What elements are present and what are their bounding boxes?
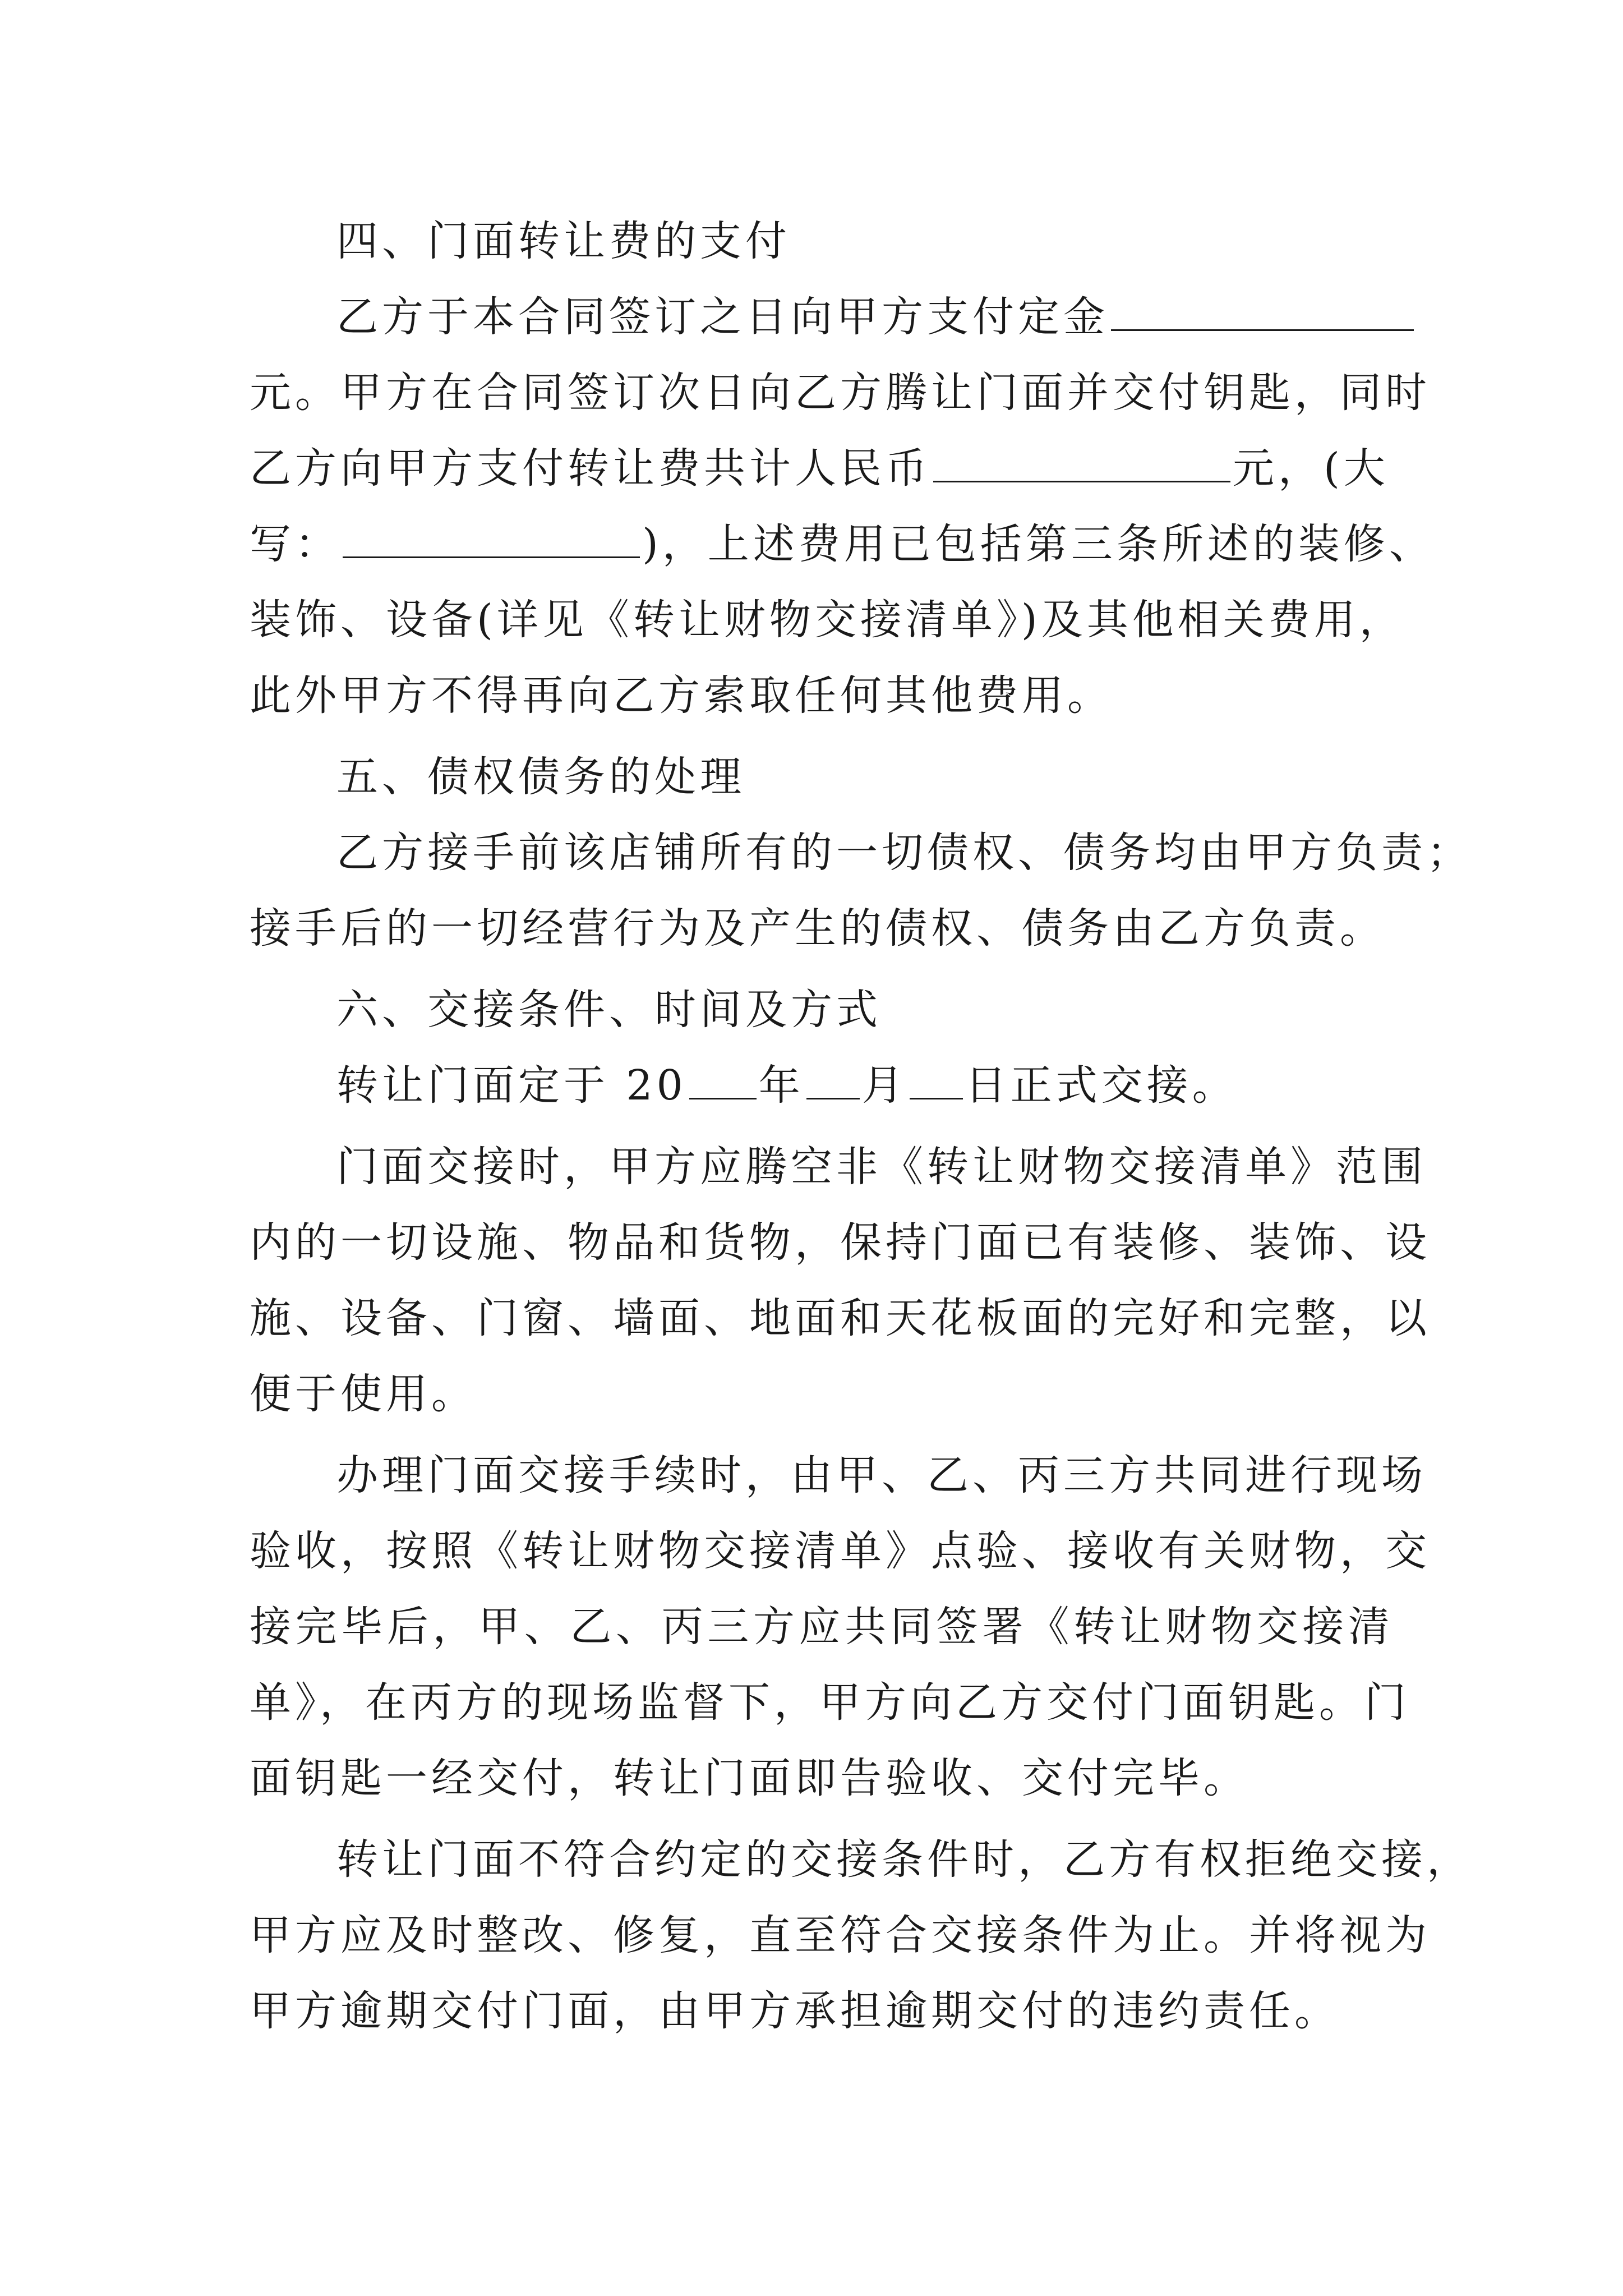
text-line: 装饰、设备(详见《转让财物交接清单》)及其他相关费用， (250, 596, 1405, 644)
text-line: 接手后的一切经营行为及产生的债权、债务由乙方负责。 (250, 904, 1385, 953)
section-heading-handover: 六、交接条件、时间及方式 (336, 986, 882, 1034)
text-line: 施、设备、门窗、墙面、地面和天花板面的完好和完整，以 (250, 1294, 1431, 1342)
text-segment: 写： (250, 520, 340, 568)
text-line: 接完毕后，甲、乙、丙三方应共同签署《转让财物交接清 (250, 1603, 1394, 1651)
text-segment: 元，(大 (1233, 444, 1389, 493)
day-blank (910, 1061, 963, 1099)
text-segment: )，上述费用已包括第三条所述的装修、 (642, 520, 1435, 568)
text-line: 门面交接时，甲方应腾空非《转让财物交接清单》范围 (336, 1143, 1427, 1191)
text-line (250, 438, 1394, 499)
text-segment: 乙方向甲方支付转让费共计人民币 (250, 444, 931, 493)
text-line: 便于使用。 (250, 1370, 477, 1418)
text-line: 验收，按照《转让财物交接清单》点验、接收有关财物，交 (250, 1527, 1431, 1575)
text-segment: 月 (861, 1061, 907, 1110)
text-segment: 乙方于本合同签订之日向甲方支付定金 (336, 293, 1109, 341)
text-line: 面钥匙一经交付，转让门面即告验收、交付完毕。 (250, 1754, 1249, 1802)
fee-uppercase-blank (343, 519, 640, 558)
fee-amount-blank (933, 444, 1230, 482)
text-line: 单》，在丙方的现场监督下，甲方向乙方交付门面钥匙。门 (250, 1678, 1410, 1727)
text-line: 内的一切设施、物品和货物，保持门面已有装修、装饰、设 (250, 1218, 1431, 1267)
section-heading-debts: 五、债权债务的处理 (336, 753, 745, 801)
text-line: 办理门面交接手续时，由甲、乙、丙三方共同进行现场 (336, 1451, 1427, 1499)
text-line: 元。甲方在合同签订次日向乙方腾让门面并交付钥匙，同时 (250, 369, 1431, 417)
section-heading-payment: 四、门面转让费的支付 (336, 217, 791, 265)
year-blank (689, 1061, 757, 1099)
text-line (250, 513, 1435, 575)
text-line: 转让门面不符合约定的交接条件时，乙方有权拒绝交接， (336, 1835, 1472, 1884)
text-line (336, 286, 1481, 348)
month-blank (806, 1061, 860, 1099)
text-line: 甲方应及时整改、修复，直至符合交接条件为止。并将视为 (250, 1911, 1431, 1959)
text-line: 甲方逾期交付门面，由甲方承担逾期交付的违约责任。 (250, 1987, 1340, 2035)
deposit-blank (1111, 292, 1414, 331)
text-line: 此外甲方不得再向乙方索取任何其他费用。 (250, 671, 1113, 720)
text-line (336, 1055, 1481, 1116)
text-segment: 转让门面定于 20 (336, 1061, 687, 1110)
text-segment: 年 (758, 1061, 804, 1110)
text-line: 乙方接手前该店铺所有的一切债权、债务均由甲方负责； (336, 829, 1472, 877)
text-segment: 日正式交接。 (965, 1061, 1238, 1110)
